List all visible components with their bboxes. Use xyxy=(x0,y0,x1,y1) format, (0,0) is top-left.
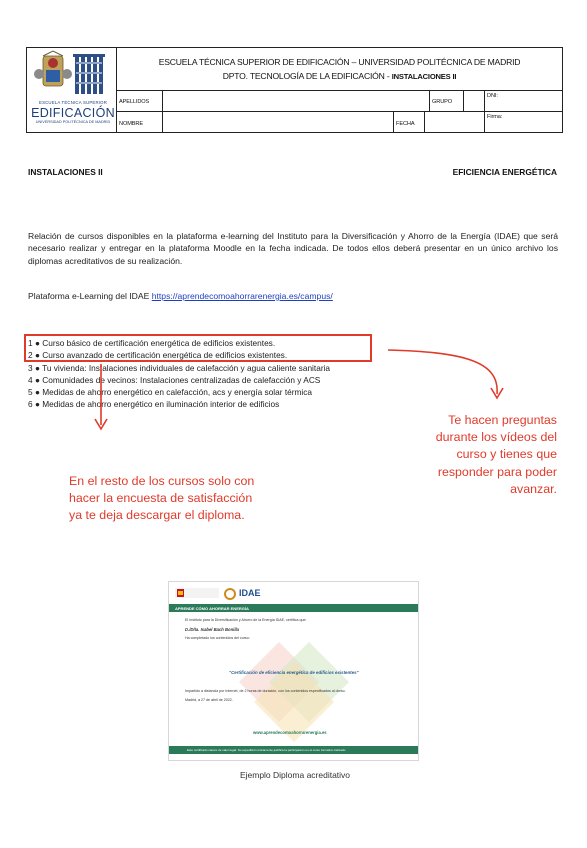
note-left: En el resto de los cursos solo con hacer la encuesta de satisfacción ya te deja descargar el diploma. xyxy=(69,474,255,523)
idae-logo-icon xyxy=(224,588,236,600)
logo-school-text: ESCUELA TÉCNICA SUPERIOR xyxy=(39,100,107,105)
course-item-5: 5 ● Medidas de ahorro energético en calefacción, acs y energía solar térmica xyxy=(28,387,313,397)
diploma-caption: Ejemplo Diploma acreditativo xyxy=(239,770,351,780)
section-title-left: INSTALACIONES II xyxy=(28,167,103,177)
course-item-6: 6 ● Medidas de ahorro energético en iluminación interior de edificios xyxy=(28,399,280,409)
header-title-line1: ESCUELA TÉCNICA SUPERIOR DE EDIFICACIÓN – UNIVERSIDAD POLITÉCNICA DE MADRID xyxy=(158,57,521,67)
field-grupo: GRUPO xyxy=(432,99,453,105)
diploma-date: Madrid, a 27 de abril de 2022. xyxy=(185,698,233,702)
diploma-footer-bar: Este certificado carece de valor legal. Su expedición únicamente justifica la participación en el curso formativo indicado. xyxy=(169,746,418,754)
diploma-line2: Ha completado los contenidos del curso: xyxy=(185,636,250,640)
field-apellidos: APELLIDOS xyxy=(119,99,150,105)
idae-brand: IDAE xyxy=(239,588,261,598)
diploma-banner: APRENDE CÓMO AHORRAR ENERGÍA xyxy=(169,604,418,612)
diploma-course: "Certificación de eficiencia energética de edificios existentes" xyxy=(229,670,359,675)
course-item-1: 1 ● Curso básico de certificación energética de edificios existentes. xyxy=(28,338,276,348)
government-logo xyxy=(175,588,219,598)
diploma-line1: El Instituto para la Diversificación y Ahorro de la Energía IDAE, certifica que: xyxy=(185,618,307,622)
course-item-3: 3 ● Tu vivienda: Instalaciones individuales de calefacción y agua caliente sanitaria xyxy=(28,363,331,373)
diploma-url: www.aprendecomoahorrarenergia.es xyxy=(253,730,327,735)
header-title-line2: DPTO. TECNOLOGÍA DE LA EDIFICACIÓN - INSTALACIONES II xyxy=(222,71,457,81)
platform-link[interactable]: https://aprendecomoahorrarenergia.es/campus/ xyxy=(151,291,333,301)
field-fecha: FECHA xyxy=(396,121,415,127)
field-firma: Firma: xyxy=(487,114,503,120)
field-dni: DNI: xyxy=(487,93,498,99)
diploma-line3: Impartido a distancia por Internet, de 2 horas de duración, con los contenidos especificados al dorso. xyxy=(185,689,346,693)
field-nombre: NOMBRE xyxy=(119,121,143,127)
course-item-2: 2 ● Curso avanzado de certificación energética de edificios existentes. xyxy=(28,350,288,360)
note-right: Te hacen preguntas durante los vídeos del curso y tienes que responder para poder avanzar. xyxy=(435,413,557,496)
intro-paragraph: Relación de cursos disponibles en la plataforma e-learning del Instituto para la Diversificación y Ahorro de la Energía (IDAE) que será necesario realizar y entregar en la plataforma Moodle en la fecha indicada. De todos ellos deberá presentar en un único archivo los diplomas acreditativos de su realización. xyxy=(28,231,558,266)
diploma-image xyxy=(168,581,419,761)
logo-university-text: UNIVERSIDAD POLITÉCNICA DE MADRID xyxy=(35,120,111,124)
diploma-name: D./Dña. Isabel Bach Bonilla xyxy=(185,627,239,632)
course-item-4: 4 ● Comunidades de vecinos: Instalaciones centralizadas de calefacción y ACS xyxy=(28,375,321,385)
logo-wordmark: EDIFICACIÓN xyxy=(31,106,115,120)
platform-label: Plataforma e-Learning del IDAE xyxy=(28,291,152,301)
section-title-right: EFICIENCIA ENERGÉTICA xyxy=(452,167,557,177)
